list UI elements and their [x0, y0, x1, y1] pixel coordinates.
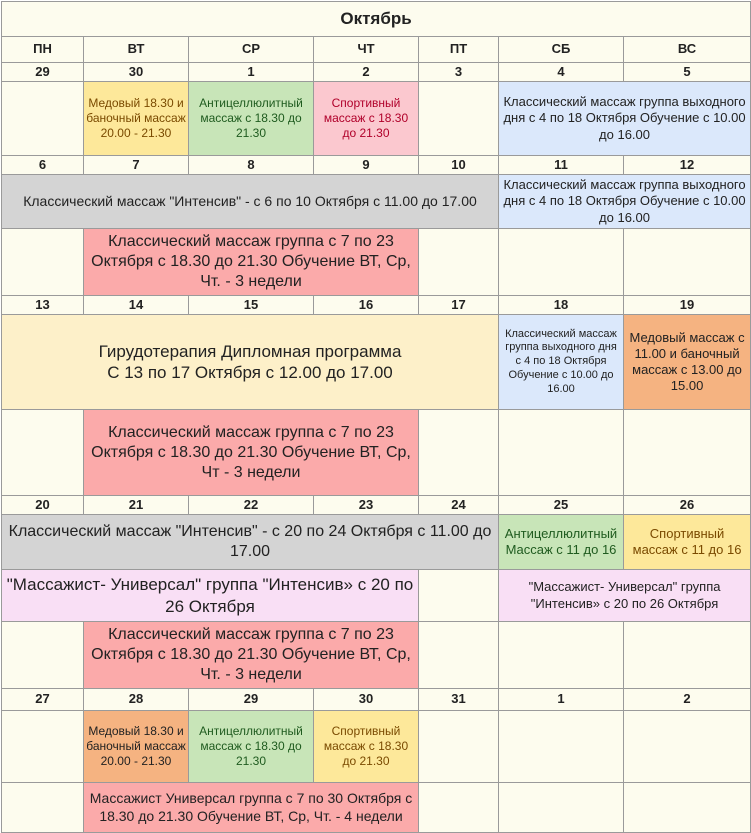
weekday-mon: ПН — [2, 37, 84, 63]
empty-cell — [624, 410, 751, 496]
event-hirudotherapy[interactable] — [2, 315, 499, 410]
date-cell: 7 — [84, 156, 189, 175]
date-cell: 18 — [499, 296, 624, 315]
event-honey-massage[interactable]: Медовый 18.30 и баночный массаж 20.00 - 21.30 — [84, 711, 189, 783]
empty-cell — [419, 622, 499, 689]
event-universal-evening-group[interactable]: Массажист Универсал группа с 7 по 30 Октября с 18.30 до 21.30 Обучение ВТ, Ср, Чт. - 4 недели — [84, 783, 419, 833]
date-cell: 21 — [84, 496, 189, 515]
empty-cell — [499, 622, 624, 689]
date-cell: 23 — [314, 496, 419, 515]
empty-cell — [2, 622, 84, 689]
empty-cell — [624, 622, 751, 689]
event-classic-evening-group[interactable]: Классический массаж группа с 7 по 23 Октября с 18.30 до 21.30 Обучение ВТ, Ср, Чт. - 3 недели — [84, 622, 419, 689]
empty-cell — [2, 82, 84, 156]
date-cell: 2 — [624, 689, 751, 711]
event-classic-weekend-group[interactable]: Классический массаж группа выходного дня с 4 по 18 Октября Обучение с 10.00 до 16.00 — [499, 82, 751, 156]
empty-cell — [419, 570, 499, 622]
event-sport-massage[interactable]: Спортивный массаж с 18.30 до 21.30 — [314, 711, 419, 783]
date-cell: 1 — [189, 63, 314, 82]
empty-cell — [419, 711, 499, 783]
date-cell: 27 — [2, 689, 84, 711]
event-universal-intensive[interactable]: "Массажист- Универсал" группа "Интенсив» с 20 по 26 Октября — [2, 570, 419, 622]
date-cell: 5 — [624, 63, 751, 82]
date-cell: 24 — [419, 496, 499, 515]
date-cell: 8 — [189, 156, 314, 175]
date-cell: 20 — [2, 496, 84, 515]
event-sport-massage[interactable]: Спортивный массаж с 18.30 до 21.30 — [314, 82, 419, 156]
empty-cell — [419, 82, 499, 156]
empty-cell — [499, 410, 624, 496]
empty-cell — [499, 783, 624, 833]
event-honey-massage[interactable]: Медовый массаж с 11.00 и баночный массаж с 13.00 до 15.00 — [624, 315, 751, 410]
weekday-thu: ЧТ — [314, 37, 419, 63]
date-cell: 19 — [624, 296, 751, 315]
hirudo-line-1: Гирудотерапия Дипломная программа — [98, 341, 402, 361]
date-cell: 30 — [84, 63, 189, 82]
date-cell: 12 — [624, 156, 751, 175]
weekday-wed: СР — [189, 37, 314, 63]
event-classic-intensive[interactable]: Классический массаж "Интенсив" - с 6 по 10 Октября с 11.00 до 17.00 — [2, 175, 499, 229]
date-cell: 30 — [314, 689, 419, 711]
date-cell: 15 — [189, 296, 314, 315]
event-honey-massage[interactable]: Медовый 18.30 и баночный массаж 20.00 - 21.30 — [84, 82, 189, 156]
date-cell: 25 — [499, 496, 624, 515]
date-cell: 14 — [84, 296, 189, 315]
empty-cell — [419, 229, 499, 296]
date-cell: 26 — [624, 496, 751, 515]
empty-cell — [624, 229, 751, 296]
empty-cell — [419, 783, 499, 833]
october-calendar — [1, 1, 751, 833]
empty-cell — [419, 410, 499, 496]
empty-cell — [2, 711, 84, 783]
weekday-tue: ВТ — [84, 37, 189, 63]
empty-cell — [2, 410, 84, 496]
weekday-sat: СБ — [499, 37, 624, 63]
weekday-sun: ВС — [624, 37, 751, 63]
month-title: Октябрь — [2, 2, 751, 37]
date-cell: 28 — [84, 689, 189, 711]
event-anticellulite-massage[interactable]: Антицеллюлитный Массаж с 11 до 16 — [499, 515, 624, 570]
event-classic-intensive[interactable]: Классический массаж "Интенсив" - с 20 по 24 Октября с 11.00 до 17.00 — [2, 515, 499, 570]
empty-cell — [499, 711, 624, 783]
empty-cell — [499, 229, 624, 296]
date-cell: 16 — [314, 296, 419, 315]
event-classic-evening-group[interactable]: Классический массаж группа с 7 по 23 Октября с 18.30 до 21.30 Обучение ВТ, Ср, Чт. - 3 недели — [84, 229, 419, 296]
date-cell: 10 — [419, 156, 499, 175]
event-anticellulite-massage[interactable]: Антицеллюлитный массаж с 18.30 до 21.30 — [189, 82, 314, 156]
event-anticellulite-massage[interactable]: Антицеллюлитный массаж с 18.30 до 21.30 — [189, 711, 314, 783]
date-cell: 17 — [419, 296, 499, 315]
event-classic-evening-group[interactable]: Классический массаж группа с 7 по 23 Октября с 18.30 до 21.30 Обучение ВТ, Ср, Чт - 3 недели — [84, 410, 419, 496]
date-cell: 9 — [314, 156, 419, 175]
date-cell: 1 — [499, 689, 624, 711]
empty-cell — [624, 783, 751, 833]
empty-cell — [2, 783, 84, 833]
hirudo-line-2: С 13 по 17 Октября с 12.00 до 17.00 — [107, 363, 393, 382]
date-cell: 3 — [419, 63, 499, 82]
event-classic-weekend-group[interactable]: Классический массаж группа выходного дня с 4 по 18 Октября Обучение с 10.00 до 16.00 — [499, 175, 751, 229]
event-universal-intensive[interactable]: "Массажист- Универсал" группа "Интенсив» с 20 по 26 Октября — [499, 570, 751, 622]
weekday-fri: ПТ — [419, 37, 499, 63]
date-cell: 31 — [419, 689, 499, 711]
empty-cell — [624, 711, 751, 783]
date-cell: 13 — [2, 296, 84, 315]
empty-cell — [2, 229, 84, 296]
date-cell: 22 — [189, 496, 314, 515]
date-cell: 29 — [189, 689, 314, 711]
date-cell: 11 — [499, 156, 624, 175]
date-cell: 2 — [314, 63, 419, 82]
date-cell: 29 — [2, 63, 84, 82]
date-cell: 6 — [2, 156, 84, 175]
event-sport-massage[interactable]: Спортивный массаж с 11 до 16 — [624, 515, 751, 570]
date-cell: 4 — [499, 63, 624, 82]
event-classic-weekend-group[interactable]: Классический массаж группа выходного дня с 4 по 18 Октября Обучение с 10.00 до 16.00 — [499, 315, 624, 410]
